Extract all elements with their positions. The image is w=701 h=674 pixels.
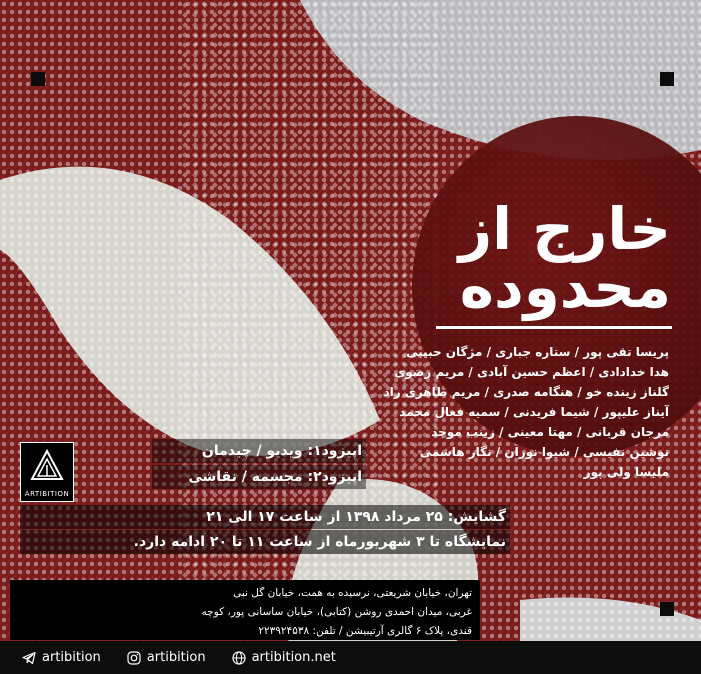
opening-date: گشایش: ۲۵ مرداد ۱۳۹۸ از ساعت ۱۷ الی ۲۱: [20, 505, 510, 529]
artist-line: پریسا تقی پور / ستاره جباری / مژگان حبیبی: [406, 345, 669, 359]
logo-text: ARTIBITION: [24, 490, 70, 498]
artist-line: مرجان قربانی / مهتا معینی / زینب موجد: [431, 425, 669, 439]
website-url: artibition.net: [251, 650, 336, 665]
instagram-icon: [127, 651, 141, 665]
triangle-logo-icon: [30, 449, 64, 483]
continue-date: نمایشگاه تا ۳ شهریورماه از ساعت ۱۱ تا ۲۰ ادامه دارد.: [20, 530, 510, 554]
artist-list: [383, 342, 669, 482]
black-square-top-right: [660, 72, 674, 86]
instagram-handle: artibition: [146, 650, 206, 665]
address-line-1: تهران، خیابان شریعتی، نرسیده به همت، خیابان گل نبی: [233, 587, 472, 599]
exhibition-title: [458, 195, 671, 321]
instagram-link[interactable]: [127, 650, 206, 665]
social-footer: [0, 641, 701, 674]
address-line-2: غربی، میدان احمدی روشن (کتابی)، خیابان ساسانی پور، کوچه: [201, 606, 472, 618]
exhibition-dates: [20, 505, 510, 555]
artist-line: هدا خدادادی / اعظم حسین آبادی / مریم رضوی: [394, 365, 669, 379]
black-square-bottom-right: [660, 602, 674, 616]
telegram-icon: [22, 651, 36, 665]
artist-line: آیناز علیپور / شیما فریدنی / سمیه فعال محمد: [399, 405, 669, 419]
episode-2: اپیزود۲: مجسمه / نقاشی: [152, 465, 366, 489]
artist-line: ملیسا ولی پور: [583, 465, 669, 479]
title-line-1: خارج از: [458, 195, 671, 263]
artibition-logo: [20, 442, 74, 502]
telegram-handle: artibition: [42, 650, 101, 665]
title-divider: [436, 326, 672, 329]
episodes: [152, 439, 366, 491]
gallery-address: [10, 580, 480, 640]
address-line-3: قندی، پلاک ۶ گالری آرتیبیشن / تلفن: ۲۲۳۹۲۴۵۳۸: [258, 625, 472, 637]
globe-icon: [232, 651, 246, 665]
title-line-2: محدوده: [459, 253, 671, 321]
telegram-link[interactable]: [22, 650, 101, 665]
artist-line: نوشین نفیسی / شیوا نوران / نگار هاشمی: [419, 445, 669, 459]
website-link[interactable]: [232, 650, 336, 665]
black-square-top-left: [31, 72, 45, 86]
artist-line: گلناز زینده خو / هنگامه صدری / مریم طاهری راد: [383, 385, 669, 399]
episode-1: اپیزود۱: ویدیو / چیدمان: [152, 439, 366, 463]
